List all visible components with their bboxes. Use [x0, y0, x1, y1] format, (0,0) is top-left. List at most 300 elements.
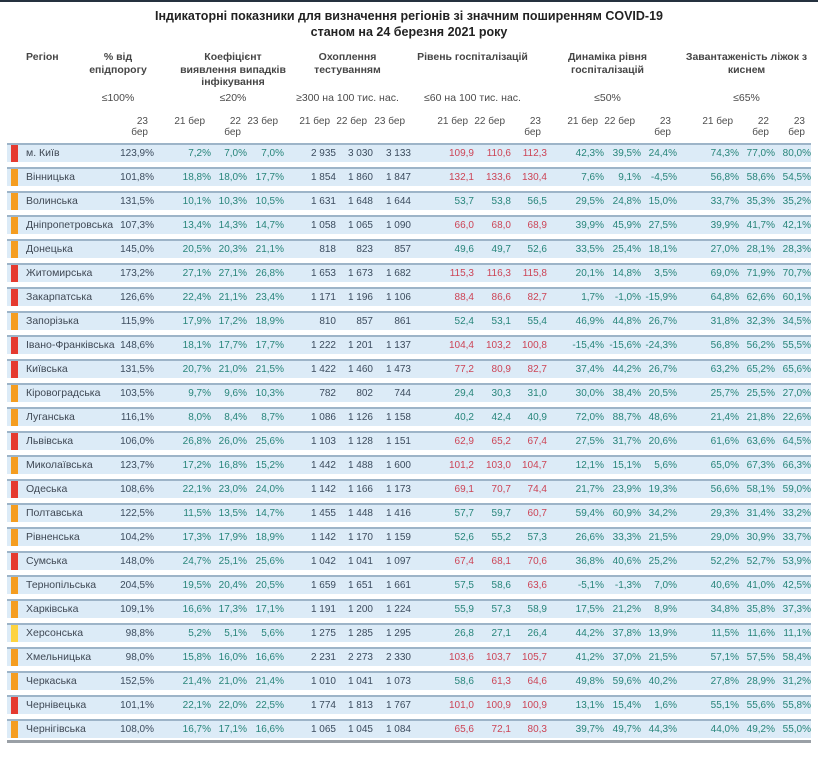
table-row	[7, 167, 811, 186]
testing-coverage-value: 1 653	[310, 267, 336, 279]
detection-coefficient-value: 13,4%	[182, 219, 211, 231]
status-bar	[11, 433, 18, 450]
hospitalization-dynamics-value: 41,2%	[575, 651, 604, 663]
detection-coefficient-value: 16,6%	[255, 723, 284, 735]
column-header-detection-coefficient: Коефіцієнт виявлення випадків інфікування	[180, 51, 286, 88]
detection-coefficient-value: 17,9%	[182, 315, 211, 327]
testing-coverage-value: 1 041	[347, 555, 373, 567]
hospitalization-level-value: 57,5	[454, 579, 474, 591]
hospitalization-dynamics-value: 31,7%	[612, 435, 641, 447]
hospitalization-level-value: 58,6	[491, 579, 511, 591]
table-row	[7, 215, 811, 234]
hospitalization-level-value: 31,0	[527, 387, 547, 399]
region-cell	[7, 145, 118, 162]
oxygen-beds-load-value: 69,0%	[710, 267, 739, 279]
testing-coverage-value: 1 045	[347, 723, 373, 735]
oxygen-beds-load-value: 29,3%	[710, 507, 739, 519]
epidemic-threshold-value: 145,0%	[120, 243, 154, 255]
oxygen-beds-load-value: 58,1%	[746, 483, 775, 495]
oxygen-beds-load-value: 80,0%	[782, 147, 811, 159]
epidemic-threshold-value: 103,5%	[120, 387, 154, 399]
oxygen-beds-load-value: 64,8%	[710, 291, 739, 303]
oxygen-beds-load-value: 11,5%	[711, 627, 739, 639]
hospitalization-level-value: 49,6	[454, 243, 474, 255]
hospitalization-level-value: 110,6	[486, 147, 511, 159]
hospitalization-level-value: 103,6	[448, 651, 474, 663]
detection-coefficient-value: 9,7%	[188, 387, 211, 399]
detection-coefficient-value: 23,0%	[218, 483, 247, 495]
epidemic-threshold-value: 108,6%	[120, 483, 154, 495]
detection-coefficient-value: 17,9%	[218, 531, 247, 543]
detection-coefficient-value: 8,7%	[261, 411, 284, 423]
table-row	[7, 359, 811, 378]
column-header-hospitalization-level: Рівень госпіталізацій	[417, 51, 528, 63]
table-row	[7, 647, 811, 666]
hospitalization-level-value: 40,2	[454, 411, 474, 423]
testing-coverage-value: 1 128	[347, 435, 373, 447]
epidemic-threshold-value: 101,1%	[120, 699, 154, 711]
testing-coverage-value: 2 935	[310, 147, 336, 159]
region-cell	[7, 313, 118, 330]
status-bar	[11, 145, 18, 162]
hospitalization-dynamics-value: 26,6%	[575, 531, 604, 543]
detection-coefficient-value: 22,4%	[182, 291, 211, 303]
detection-coefficient-value: 20,3%	[218, 243, 247, 255]
oxygen-beds-load-value: 33,2%	[782, 507, 811, 519]
testing-coverage-value: 1 090	[385, 219, 411, 231]
testing-coverage-value: 2 273	[347, 651, 373, 663]
testing-coverage-value: 802	[356, 387, 373, 399]
hospitalization-dynamics-value: 59,6%	[612, 675, 641, 687]
column-header-testing-coverage: Охоплення тестуванням	[314, 51, 381, 76]
oxygen-beds-load-value: 41,0%	[746, 579, 775, 591]
detection-coefficient-value: 24,7%	[182, 555, 211, 567]
testing-coverage-value: 1 041	[347, 675, 373, 687]
region-name: Запорізька	[26, 314, 79, 327]
testing-coverage-value: 1 142	[310, 531, 336, 543]
oxygen-beds-load-value: 33,7%	[710, 195, 739, 207]
hospitalization-level-value: 49,7	[491, 243, 511, 255]
epidemic-threshold-value: 123,9%	[120, 147, 154, 159]
hospitalization-dynamics-value: 5,6%	[654, 459, 677, 471]
threshold-spacer	[0, 92, 60, 104]
epidemic-threshold-value: 122,5%	[120, 507, 154, 519]
status-bar	[11, 673, 18, 690]
hospitalization-level-value: 70,7	[491, 483, 511, 495]
detection-coefficient-value: 14,3%	[218, 219, 247, 231]
oxygen-beds-load-value: 31,8%	[710, 315, 739, 327]
testing-coverage-value: 1 073	[385, 675, 411, 687]
table-row	[7, 431, 811, 450]
oxygen-beds-load-value: 29,0%	[710, 531, 739, 543]
date-label: 22 бер	[336, 115, 367, 127]
hospitalization-level-value: 69,1	[454, 483, 474, 495]
hospitalization-level-value: 116,3	[486, 267, 511, 279]
region-name: Чернігівська	[26, 722, 86, 735]
oxygen-beds-load-value: 62,6%	[746, 291, 775, 303]
threshold-dynamics: ≤50%	[594, 91, 621, 104]
hospitalization-dynamics-value: 30,0%	[575, 387, 604, 399]
testing-coverage-value: 1 137	[385, 339, 411, 351]
hospitalization-dynamics-value: 15,0%	[648, 195, 677, 207]
epidemic-threshold-value: 109,1%	[120, 603, 154, 615]
detection-coefficient-value: 10,5%	[255, 195, 284, 207]
bottom-divider	[7, 740, 811, 743]
testing-coverage-value: 1 448	[347, 507, 373, 519]
threshold-row	[0, 92, 818, 104]
oxygen-beds-load-value: 40,6%	[710, 579, 739, 591]
testing-coverage-value: 1 488	[347, 459, 373, 471]
hospitalization-dynamics-value: -24,3%	[645, 339, 677, 351]
hospitalization-dynamics-value: 49,8%	[575, 675, 604, 687]
hospitalization-dynamics-value: 24,4%	[648, 147, 677, 159]
oxygen-beds-load-value: 56,6%	[710, 483, 739, 495]
hospitalization-dynamics-value: 23,9%	[612, 483, 641, 495]
date-label: 21 бер	[567, 115, 598, 127]
oxygen-beds-load-value: 65,0%	[710, 459, 739, 471]
hospitalization-dynamics-value: 25,2%	[648, 555, 677, 567]
detection-coefficient-value: 14,7%	[255, 507, 284, 519]
page-title-line1: Індикаторні показники для визначення регіонів зі значним поширенням COVID-19	[155, 9, 663, 23]
hospitalization-level-value: 100,9	[521, 699, 547, 711]
table-row	[7, 599, 811, 618]
hospitalization-dynamics-value: 26,7%	[648, 315, 677, 327]
detection-coefficient-value: 20,5%	[255, 579, 284, 591]
hospitalization-level-value: 130,4	[521, 171, 547, 183]
hospitalization-level-value: 101,0	[448, 699, 474, 711]
hospitalization-dynamics-value: 60,9%	[612, 507, 641, 519]
hospitalization-dynamics-value: 34,2%	[648, 507, 677, 519]
hospitalization-dynamics-value: 27,5%	[648, 219, 677, 231]
detection-coefficient-value: 17,3%	[182, 531, 211, 543]
testing-coverage-value: 1 860	[347, 171, 373, 183]
date-label: 22 бер	[474, 115, 505, 127]
hospitalization-level-value: 52,6	[527, 243, 547, 255]
hospitalization-level-value: 68,1	[491, 555, 511, 567]
hospitalization-dynamics-value: 1,7%	[581, 291, 604, 303]
detection-coefficient-value: 18,9%	[255, 531, 284, 543]
date-label: 23 бер	[654, 115, 671, 138]
testing-coverage-value: 1 774	[310, 699, 336, 711]
hospitalization-dynamics-value: 88,7%	[612, 411, 641, 423]
epidemic-threshold-value: 173,2%	[120, 267, 154, 279]
table-body	[0, 143, 818, 738]
oxygen-beds-load-value: 27,0%	[782, 387, 811, 399]
oxygen-beds-load-value: 25,7%	[710, 387, 739, 399]
hospitalization-level-value: 132,1	[448, 171, 474, 183]
detection-coefficient-value: 17,7%	[255, 171, 284, 183]
detection-coefficient-value: 10,3%	[255, 387, 284, 399]
status-bar	[11, 265, 18, 282]
top-divider	[0, 0, 818, 2]
threshold-epidemic: ≤100%	[101, 91, 135, 104]
detection-coefficient-value: 5,6%	[261, 627, 284, 639]
status-bar	[11, 289, 18, 306]
testing-coverage-value: 1 159	[385, 531, 411, 543]
hospitalization-dynamics-value: 15,4%	[612, 699, 641, 711]
testing-coverage-value: 1 847	[385, 171, 411, 183]
hospitalization-dynamics-value: 3,5%	[654, 267, 677, 279]
oxygen-beds-load-value: 57,5%	[746, 651, 775, 663]
detection-coefficient-value: 21,0%	[218, 363, 247, 375]
hospitalization-level-value: 40,9	[527, 411, 547, 423]
hospitalization-dynamics-value: 39,9%	[575, 219, 604, 231]
oxygen-beds-load-value: 70,7%	[782, 267, 811, 279]
hospitalization-dynamics-value: 25,4%	[612, 243, 641, 255]
region-name: Київська	[26, 362, 68, 375]
testing-coverage-value: 1 648	[347, 195, 373, 207]
testing-coverage-value: 1 455	[310, 507, 336, 519]
hospitalization-dynamics-value: 29,5%	[575, 195, 604, 207]
epidemic-threshold-value: 106,0%	[120, 435, 154, 447]
oxygen-beds-load-value: 30,9%	[746, 531, 775, 543]
hospitalization-level-value: 57,3	[491, 603, 511, 615]
hospitalization-dynamics-value: 13,1%	[575, 699, 604, 711]
hospitalization-dynamics-value: 44,2%	[575, 627, 604, 639]
date-label: 23 бер	[131, 115, 148, 138]
region-name: Харківська	[26, 602, 79, 615]
region-cell	[7, 625, 118, 642]
detection-coefficient-value: 22,1%	[182, 699, 211, 711]
testing-coverage-value: 782	[319, 387, 336, 399]
hospitalization-level-value: 29,4	[454, 387, 474, 399]
testing-coverage-value: 1 126	[347, 411, 373, 423]
date-label: 21 бер	[437, 115, 468, 127]
table-row	[7, 335, 811, 354]
epidemic-threshold-value: 108,0%	[120, 723, 154, 735]
testing-coverage-value: 1 166	[347, 483, 373, 495]
hospitalization-dynamics-value: 18,1%	[648, 243, 677, 255]
hospitalization-dynamics-value: 44,2%	[612, 363, 641, 375]
status-bar	[11, 577, 18, 594]
hospitalization-level-value: 65,2	[491, 435, 511, 447]
detection-coefficient-value: 24,0%	[255, 483, 284, 495]
region-name: Сумська	[26, 554, 68, 567]
hospitalization-dynamics-value: -15,9%	[645, 291, 677, 303]
hospitalization-dynamics-value: 21,7%	[575, 483, 604, 495]
epidemic-threshold-value: 131,5%	[120, 195, 154, 207]
hospitalization-dynamics-value: 1,6%	[654, 699, 677, 711]
testing-coverage-value: 861	[394, 315, 411, 327]
date-label: 21 бер	[702, 115, 733, 127]
date-label: 22 бер	[752, 115, 769, 138]
detection-coefficient-value: 18,8%	[182, 171, 211, 183]
hospitalization-level-value: 63,6	[527, 579, 547, 591]
hospitalization-dynamics-value: 13,9%	[648, 627, 677, 639]
hospitalization-level-value: 55,4	[527, 315, 547, 327]
detection-coefficient-value: 18,0%	[218, 171, 247, 183]
hospitalization-dynamics-value: 48,6%	[648, 411, 677, 423]
detection-coefficient-value: 20,7%	[182, 363, 211, 375]
detection-coefficient-value: 15,2%	[255, 459, 284, 471]
testing-coverage-value: 1 170	[347, 531, 373, 543]
region-name: Львівська	[26, 434, 74, 447]
hospitalization-level-value: 59,7	[491, 507, 511, 519]
oxygen-beds-load-value: 11,1%	[783, 627, 811, 639]
hospitalization-dynamics-value: 39,7%	[575, 723, 604, 735]
epidemic-threshold-value: 98,0%	[125, 651, 154, 663]
hospitalization-dynamics-value: 39,5%	[612, 147, 641, 159]
hospitalization-dynamics-value: -1,0%	[614, 291, 641, 303]
hospitalization-level-value: 55,9	[454, 603, 474, 615]
table-row	[7, 623, 811, 642]
status-bar	[11, 457, 18, 474]
epidemic-threshold-value: 104,2%	[120, 531, 154, 543]
hospitalization-level-value: 67,4	[527, 435, 547, 447]
hospitalization-level-value: 133,6	[485, 171, 511, 183]
epidemic-threshold-value: 131,5%	[120, 363, 154, 375]
region-name: Донецька	[26, 242, 73, 255]
testing-coverage-value: 2 330	[385, 651, 411, 663]
epidemic-threshold-value: 116,1%	[120, 411, 154, 423]
oxygen-beds-load-value: 55,6%	[746, 699, 775, 711]
detection-coefficient-value: 26,0%	[218, 435, 247, 447]
status-bar	[11, 553, 18, 570]
date-label: 21 бер	[299, 115, 330, 127]
status-bar	[11, 409, 18, 426]
hospitalization-level-value: 103,0	[485, 459, 511, 471]
hospitalization-dynamics-value: 37,4%	[575, 363, 604, 375]
oxygen-beds-load-value: 21,8%	[746, 411, 775, 423]
hospitalization-dynamics-value: 21,2%	[612, 603, 641, 615]
hospitalization-dynamics-value: -15,6%	[609, 339, 641, 351]
testing-coverage-value: 1 171	[310, 291, 336, 303]
status-bar	[11, 505, 18, 522]
region-name: Кіровоградська	[26, 386, 101, 399]
testing-coverage-value: 1 422	[310, 363, 336, 375]
oxygen-beds-load-value: 41,7%	[746, 219, 775, 231]
detection-coefficient-value: 22,5%	[255, 699, 284, 711]
testing-coverage-value: 1 460	[347, 363, 373, 375]
region-name: Херсонська	[26, 626, 84, 639]
testing-coverage-value: 1 659	[310, 579, 336, 591]
oxygen-beds-load-value: 35,3%	[746, 195, 775, 207]
testing-coverage-value: 823	[356, 243, 373, 255]
hospitalization-dynamics-value: -5,1%	[577, 579, 604, 591]
testing-coverage-value: 1 191	[310, 603, 336, 615]
testing-coverage-value: 1 631	[310, 195, 336, 207]
epidemic-threshold-value: 98,8%	[125, 627, 154, 639]
testing-coverage-value: 1 673	[347, 267, 373, 279]
detection-coefficient-value: 18,1%	[182, 339, 211, 351]
testing-coverage-value: 1 084	[385, 723, 411, 735]
detection-coefficient-value: 20,5%	[182, 243, 211, 255]
detection-coefficient-value: 15,8%	[182, 651, 211, 663]
detection-coefficient-value: 17,3%	[218, 603, 247, 615]
hospitalization-level-value: 104,7	[521, 459, 547, 471]
hospitalization-dynamics-value: 33,5%	[575, 243, 604, 255]
oxygen-beds-load-value: 28,1%	[746, 243, 775, 255]
hospitalization-dynamics-value: 26,7%	[648, 363, 677, 375]
oxygen-beds-load-value: 42,1%	[782, 219, 811, 231]
region-name: Рівненська	[26, 530, 80, 543]
region-cell	[7, 697, 118, 714]
region-cell	[7, 721, 118, 738]
testing-coverage-value: 1 086	[310, 411, 336, 423]
oxygen-beds-load-value: 58,4%	[782, 651, 811, 663]
detection-coefficient-value: 22,1%	[182, 483, 211, 495]
oxygen-beds-load-value: 54,5%	[782, 171, 811, 183]
detection-coefficient-value: 7,0%	[261, 147, 284, 159]
testing-coverage-value: 1 222	[310, 339, 336, 351]
testing-coverage-value: 2 231	[310, 651, 336, 663]
oxygen-beds-load-value: 60,1%	[782, 291, 811, 303]
hospitalization-dynamics-value: -15,4%	[572, 339, 604, 351]
hospitalization-level-value: 115,3	[449, 267, 474, 279]
oxygen-beds-load-value: 35,2%	[782, 195, 811, 207]
hospitalization-dynamics-value: 33,3%	[612, 531, 641, 543]
status-bar	[11, 697, 18, 714]
table-row	[7, 263, 811, 282]
date-label: 23 бер	[247, 115, 278, 127]
detection-coefficient-value: 23,4%	[255, 291, 284, 303]
region-cell	[7, 601, 118, 618]
detection-coefficient-value: 22,0%	[218, 699, 247, 711]
testing-coverage-value: 3 030	[347, 147, 373, 159]
region-cell	[7, 241, 118, 258]
testing-coverage-value: 1 224	[385, 603, 411, 615]
detection-coefficient-value: 8,0%	[188, 411, 211, 423]
region-name: Волинська	[26, 194, 78, 207]
region-name: Тернопільська	[26, 578, 97, 591]
testing-coverage-value: 1 682	[385, 267, 411, 279]
oxygen-beds-load-value: 34,5%	[782, 315, 811, 327]
hospitalization-dynamics-value: -1,3%	[614, 579, 641, 591]
region-cell	[7, 337, 118, 354]
table-row	[7, 143, 811, 162]
hospitalization-dynamics-value: 19,3%	[648, 483, 677, 495]
status-bar	[11, 217, 18, 234]
status-bar	[11, 313, 18, 330]
hospitalization-dynamics-value: 12,1%	[575, 459, 604, 471]
oxygen-beds-load-value: 63,6%	[746, 435, 775, 447]
epidemic-threshold-value: 107,3%	[120, 219, 154, 231]
detection-coefficient-value: 7,2%	[188, 147, 211, 159]
hospitalization-dynamics-value: 42,3%	[575, 147, 604, 159]
testing-coverage-value: 1 173	[385, 483, 411, 495]
hospitalization-level-value: 57,3	[527, 531, 547, 543]
hospitalization-dynamics-value: 20,6%	[648, 435, 677, 447]
testing-coverage-value: 1 196	[347, 291, 373, 303]
oxygen-beds-load-value: 57,1%	[710, 651, 739, 663]
hospitalization-dynamics-value: 38,4%	[612, 387, 641, 399]
region-cell	[7, 385, 118, 402]
hospitalization-dynamics-value: 36,8%	[575, 555, 604, 567]
hospitalization-level-value: 60,7	[527, 507, 547, 519]
hospitalization-level-value: 57,7	[454, 507, 474, 519]
hospitalization-dynamics-value: 46,9%	[575, 315, 604, 327]
hospitalization-dynamics-value: 17,5%	[575, 603, 604, 615]
hospitalization-dynamics-value: 40,2%	[648, 675, 677, 687]
detection-coefficient-value: 21,1%	[218, 291, 247, 303]
hospitalization-dynamics-value: 7,6%	[581, 171, 604, 183]
status-bar	[11, 625, 18, 642]
region-cell	[7, 481, 118, 498]
oxygen-beds-load-value: 37,3%	[782, 603, 811, 615]
oxygen-beds-load-value: 28,9%	[746, 675, 775, 687]
testing-coverage-value: 1 295	[385, 627, 411, 639]
detection-coefficient-value: 18,9%	[255, 315, 284, 327]
hospitalization-level-value: 64,6	[527, 675, 547, 687]
testing-coverage-value: 1 285	[347, 627, 373, 639]
oxygen-beds-load-value: 65,2%	[746, 363, 775, 375]
hospitalization-dynamics-value: -4,5%	[650, 171, 677, 183]
region-name: Миколаївська	[26, 458, 93, 471]
hospitalization-dynamics-value: 49,7%	[612, 723, 641, 735]
column-header-hospitalization-dynamics: Динаміка рівня госпіталізацій	[567, 51, 648, 76]
testing-coverage-value: 1 442	[310, 459, 336, 471]
oxygen-beds-load-value: 61,6%	[710, 435, 739, 447]
